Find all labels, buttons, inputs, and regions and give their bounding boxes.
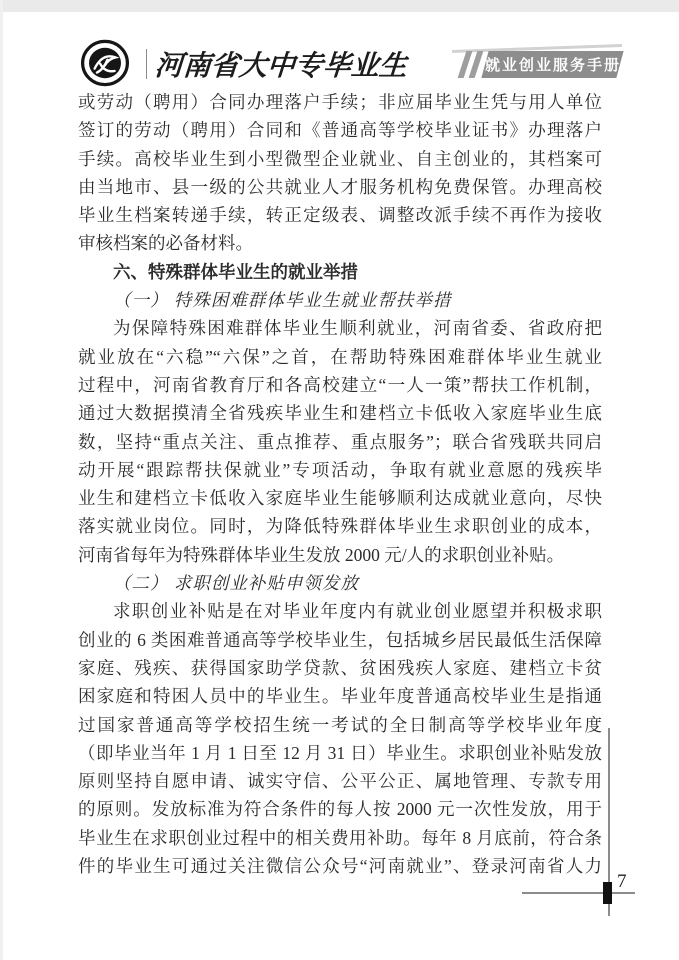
text-line: 河南省每年为特殊群体毕业生发放 2000 元/人的求职创业补贴。 bbox=[78, 544, 565, 565]
text-line: （二） 求职创业补贴申领发放 bbox=[113, 573, 359, 594]
text-line: 过国家普通高等学校招生统一考试的全日制高等学校毕业年度 bbox=[78, 714, 602, 735]
text-line: 六、特殊群体毕业生的就业举措 bbox=[113, 261, 358, 282]
text-line: 毕业生档案转递手续，转正定级表、调整改派手续不再作为接收 bbox=[78, 205, 602, 226]
handbook-badge bbox=[481, 51, 623, 78]
subsection-heading bbox=[78, 286, 602, 314]
text-line: 的原则。发放标准为符合条件的每人按 2000 元一次性发放，用于 bbox=[78, 799, 602, 820]
paragraph bbox=[78, 314, 602, 569]
document-body bbox=[78, 88, 602, 880]
text-line: 手续。高校毕业生到小型微型企业就业、自主创业的，其档案可 bbox=[78, 148, 602, 169]
text-line: 原则坚持自愿申请、诚实守信、公平公正、属地管理、专款专用 bbox=[78, 771, 602, 792]
text-line: 通过大数据摸清全省残疾毕业生和建档立卡低收入家庭毕业生底 bbox=[78, 403, 602, 424]
text-line: 毕业生在求职创业过程中的相关费用补助。每年 8 月底前，符合条 bbox=[78, 827, 602, 848]
text-line: 业生和建档立卡低收入家庭毕业生能够顺利达成就业意向，尽快 bbox=[78, 488, 602, 509]
handbook-badge-label: 就业创业服务手册 bbox=[484, 57, 621, 74]
text-line: 为保障特殊困难群体毕业生顺利就业，河南省委、省政府把 bbox=[113, 318, 602, 339]
henan-employment-seal-icon bbox=[79, 39, 131, 87]
text-line: 数，坚持“重点关注、重点推荐、重点服务”；联合省残联共同启 bbox=[78, 431, 602, 452]
header-divider bbox=[146, 49, 147, 79]
page-number: 7 bbox=[617, 871, 627, 892]
section-heading bbox=[78, 258, 602, 286]
text-line: 求职创业补贴是在对毕业年度内有就业创业愿望并积极求职 bbox=[113, 601, 602, 622]
text-line: 签订的劳动（聘用）合同和《普通高等学校毕业证书》办理落户 bbox=[78, 120, 602, 141]
text-line: 家庭、残疾、获得国家助学贷款、贫困残疾人家庭、建档立卡贫 bbox=[78, 657, 602, 678]
text-line: 或劳动（聘用）合同办理落户手续；非应届毕业生凭与用人单位 bbox=[78, 92, 602, 112]
text-line: 动开展“跟踪帮扶保就业”专项活动，争取有就业意愿的残疾毕 bbox=[78, 459, 602, 480]
paragraph bbox=[78, 88, 602, 258]
text-line: 落实就业岗位。同时，为降低特殊群体毕业生求职创业的成本， bbox=[78, 516, 602, 537]
text-line: 件的毕业生可通过关注微信公众号“河南就业”、登录河南省人力 bbox=[78, 856, 602, 877]
scan-edge-left bbox=[0, 0, 3, 960]
text-line: 过程中，河南省教育厅和各高校建立“一人一策”帮扶工作机制， bbox=[78, 374, 602, 395]
text-line: 审核档案的必备材料。 bbox=[78, 233, 253, 254]
text-line: 就业放在“六稳”“六保”之首，在帮助特殊困难群体毕业生就业 bbox=[78, 346, 602, 367]
footer-tick-mark bbox=[603, 882, 612, 904]
page-header bbox=[0, 0, 679, 92]
text-line: 困家庭和特困人员中的毕业生。毕业年度普通高校毕业生是指通 bbox=[78, 686, 602, 707]
text-line: 创业的 6 类困难普通高等学校毕业生，包括城乡居民最低生活保障 bbox=[78, 629, 602, 650]
text-line: （即毕业当年 1 月 1 日至 12 月 31 日）毕业生。求职创业补贴发放 bbox=[78, 742, 602, 763]
subsection-heading bbox=[78, 569, 602, 597]
text-line: （一） 特殊困难群体毕业生就业帮扶举措 bbox=[113, 290, 452, 311]
text-line: 由当地市、县一级的公共就业人才服务机构免费保管。办理高校 bbox=[78, 176, 602, 197]
paragraph bbox=[78, 597, 602, 880]
header-script-title: 河南省大中专毕业生 bbox=[153, 49, 409, 82]
